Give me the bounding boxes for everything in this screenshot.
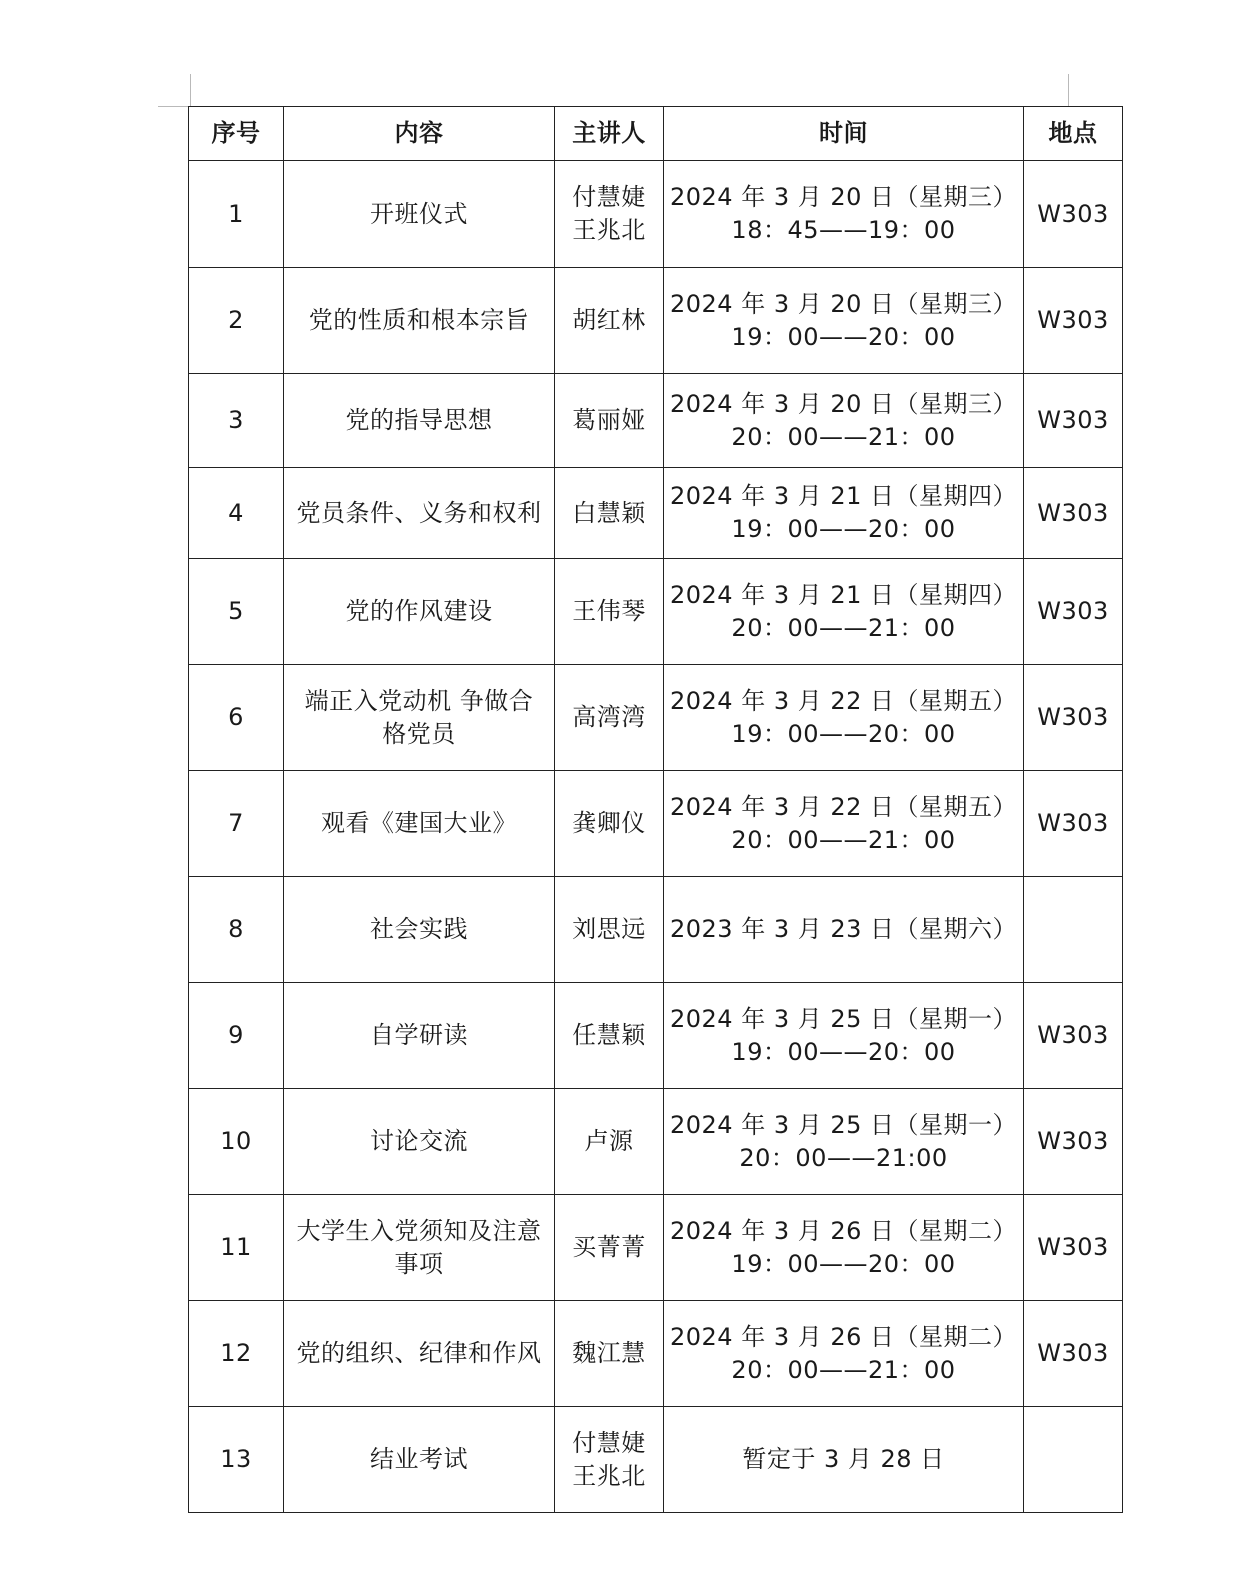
- crop-mark-top-left-horizontal: [158, 106, 190, 107]
- cell-location: W303: [1024, 161, 1123, 268]
- table-row: [189, 374, 1123, 468]
- cell-location: W303: [1024, 771, 1123, 877]
- time-line: 19：00——20：00: [731, 1249, 956, 1278]
- speaker-name: 任慧颖: [572, 1021, 646, 1049]
- cell-topic: 讨论交流: [284, 1089, 555, 1195]
- cell-location: W303: [1024, 374, 1123, 468]
- cell-no: 12: [189, 1301, 284, 1407]
- speaker-name: 龚卿仪: [572, 809, 646, 837]
- cell-no: 6: [189, 665, 284, 771]
- table-row: [189, 1195, 1123, 1301]
- cell-no: 5: [189, 559, 284, 665]
- speaker-name: 魏江慧: [572, 1339, 646, 1367]
- time-line: 2024 年 3 月 21 日（星期四）: [669, 482, 1018, 510]
- topic-line: 端正入党动机 争做合: [304, 686, 534, 715]
- cell-time: [664, 1089, 1024, 1195]
- header-row: [189, 107, 1123, 161]
- cell-topic: 开班仪式: [284, 161, 555, 268]
- cell-time: [664, 665, 1024, 771]
- time-line: 20：00——21:00: [739, 1143, 948, 1172]
- cell-location: W303: [1024, 1301, 1123, 1407]
- time-line: 20：00——21：00: [731, 1355, 956, 1384]
- cell-location: W303: [1024, 1195, 1123, 1301]
- header-speaker: 主讲人: [555, 107, 664, 161]
- cell-no: 9: [189, 983, 284, 1089]
- cell-no: 1: [189, 161, 284, 268]
- cell-speaker: [555, 1407, 664, 1513]
- cell-time: [664, 559, 1024, 665]
- cell-speaker: [555, 374, 664, 468]
- cell-topic: 社会实践: [284, 877, 555, 983]
- time-line: 20：00——21：00: [731, 422, 956, 451]
- speaker-name: 王兆北: [572, 1461, 646, 1490]
- cell-topic: 结业考试: [284, 1407, 555, 1513]
- speaker-name: 付慧婕: [572, 1428, 646, 1457]
- header-time: 时间: [664, 107, 1024, 161]
- table-row: [189, 665, 1123, 771]
- cell-location: W303: [1024, 268, 1123, 374]
- table-row: [189, 771, 1123, 877]
- table-row: [189, 161, 1123, 268]
- cell-location: W303: [1024, 1089, 1123, 1195]
- time-line: 20：00——21：00: [731, 613, 956, 642]
- cell-time: [664, 1301, 1024, 1407]
- time-line: 19：00——20：00: [731, 515, 956, 543]
- cell-time: [664, 1407, 1024, 1513]
- cell-time: [664, 1195, 1024, 1301]
- topic-line: 事项: [394, 1249, 444, 1278]
- cell-time: [664, 983, 1024, 1089]
- cell-location: W303: [1024, 559, 1123, 665]
- cell-no: 4: [189, 468, 284, 559]
- cell-location: [1024, 1407, 1123, 1513]
- speaker-name: 葛丽娅: [572, 406, 646, 434]
- cell-speaker: [555, 665, 664, 771]
- cell-speaker: [555, 1195, 664, 1301]
- cell-topic: 自学研读: [284, 983, 555, 1089]
- cell-topic: 党的指导思想: [284, 374, 555, 468]
- cell-location: W303: [1024, 468, 1123, 559]
- time-line: 2024 年 3 月 22 日（星期五）: [669, 686, 1018, 715]
- cell-no: 3: [189, 374, 284, 468]
- table-row: [189, 468, 1123, 559]
- topic-line: 大学生入党须知及注意: [296, 1216, 542, 1245]
- time-line: 2024 年 3 月 22 日（星期五）: [669, 792, 1018, 821]
- cell-no: 13: [189, 1407, 284, 1513]
- speaker-name: 刘思远: [572, 915, 646, 943]
- cell-no: 10: [189, 1089, 284, 1195]
- time-line: 19：00——20：00: [731, 719, 956, 748]
- cell-time: [664, 161, 1024, 268]
- time-line: 2024 年 3 月 26 日（星期二）: [669, 1216, 1018, 1245]
- cell-speaker: [555, 161, 664, 268]
- speaker-name: 付慧婕: [572, 183, 646, 211]
- table-row: [189, 268, 1123, 374]
- table-row: [189, 1407, 1123, 1513]
- speaker-name: 卢源: [584, 1127, 634, 1155]
- cell-time: [664, 268, 1024, 374]
- time-line: 2024 年 3 月 20 日（星期三）: [669, 389, 1018, 418]
- table-row: [189, 983, 1123, 1089]
- cell-speaker: [555, 983, 664, 1089]
- crop-mark-top-left-vertical: [190, 74, 191, 106]
- cell-speaker: [555, 877, 664, 983]
- cell-location: W303: [1024, 665, 1123, 771]
- header-topic: 内容: [284, 107, 555, 161]
- time-line: 2024 年 3 月 20 日（星期三）: [669, 183, 1018, 211]
- cell-speaker: [555, 771, 664, 877]
- time-line: 2024 年 3 月 26 日（星期二）: [669, 1322, 1018, 1351]
- speaker-name: 胡红林: [572, 306, 646, 334]
- time-line: 暂定于 3 月 28 日: [742, 1445, 945, 1473]
- time-line: 20：00——21：00: [731, 825, 956, 854]
- cell-no: 7: [189, 771, 284, 877]
- cell-topic: [284, 1195, 555, 1301]
- cell-topic: 党的作风建设: [284, 559, 555, 665]
- cell-speaker: [555, 1089, 664, 1195]
- cell-time: [664, 374, 1024, 468]
- schedule-table: [188, 106, 1123, 1513]
- cell-speaker: [555, 1301, 664, 1407]
- table-row: [189, 559, 1123, 665]
- cell-no: 8: [189, 877, 284, 983]
- header-location: 地点: [1024, 107, 1123, 161]
- crop-mark-top-right-vertical: [1068, 74, 1069, 106]
- cell-no: 11: [189, 1195, 284, 1301]
- time-line: 2024 年 3 月 25 日（星期一）: [669, 1110, 1018, 1139]
- table-row: [189, 877, 1123, 983]
- header-no: 序号: [189, 107, 284, 161]
- speaker-name: 高湾湾: [572, 703, 646, 731]
- cell-no: 2: [189, 268, 284, 374]
- speaker-name: 买菁菁: [572, 1233, 646, 1261]
- speaker-name: 白慧颖: [572, 498, 646, 527]
- cell-speaker: [555, 468, 664, 559]
- speaker-name: 王伟琴: [572, 597, 646, 625]
- cell-location: [1024, 877, 1123, 983]
- time-line: 19：00——20：00: [731, 1037, 956, 1066]
- cell-speaker: [555, 559, 664, 665]
- time-line: 2024 年 3 月 25 日（星期一）: [669, 1004, 1018, 1033]
- topic-line: 格党员: [382, 719, 456, 748]
- time-line: 2024 年 3 月 20 日（星期三）: [669, 289, 1018, 318]
- cell-topic: 党的性质和根本宗旨: [284, 268, 555, 374]
- cell-time: [664, 877, 1024, 983]
- time-line: 18：45——19：00: [731, 216, 956, 244]
- cell-time: [664, 468, 1024, 559]
- cell-time: [664, 771, 1024, 877]
- cell-topic: 党的组织、纪律和作风: [284, 1301, 555, 1407]
- time-line: 2023 年 3 月 23 日（星期六）: [669, 915, 1018, 943]
- cell-topic: 党员条件、义务和权利: [284, 468, 555, 559]
- speaker-name: 王兆北: [572, 216, 646, 244]
- cell-topic: 观看《建国大业》: [284, 771, 555, 877]
- table-row: [189, 1301, 1123, 1407]
- cell-location: W303: [1024, 983, 1123, 1089]
- time-line: 2024 年 3 月 21 日（星期四）: [669, 580, 1018, 609]
- table-row: [189, 1089, 1123, 1195]
- cell-topic: [284, 665, 555, 771]
- time-line: 19：00——20：00: [731, 322, 956, 351]
- cell-speaker: [555, 268, 664, 374]
